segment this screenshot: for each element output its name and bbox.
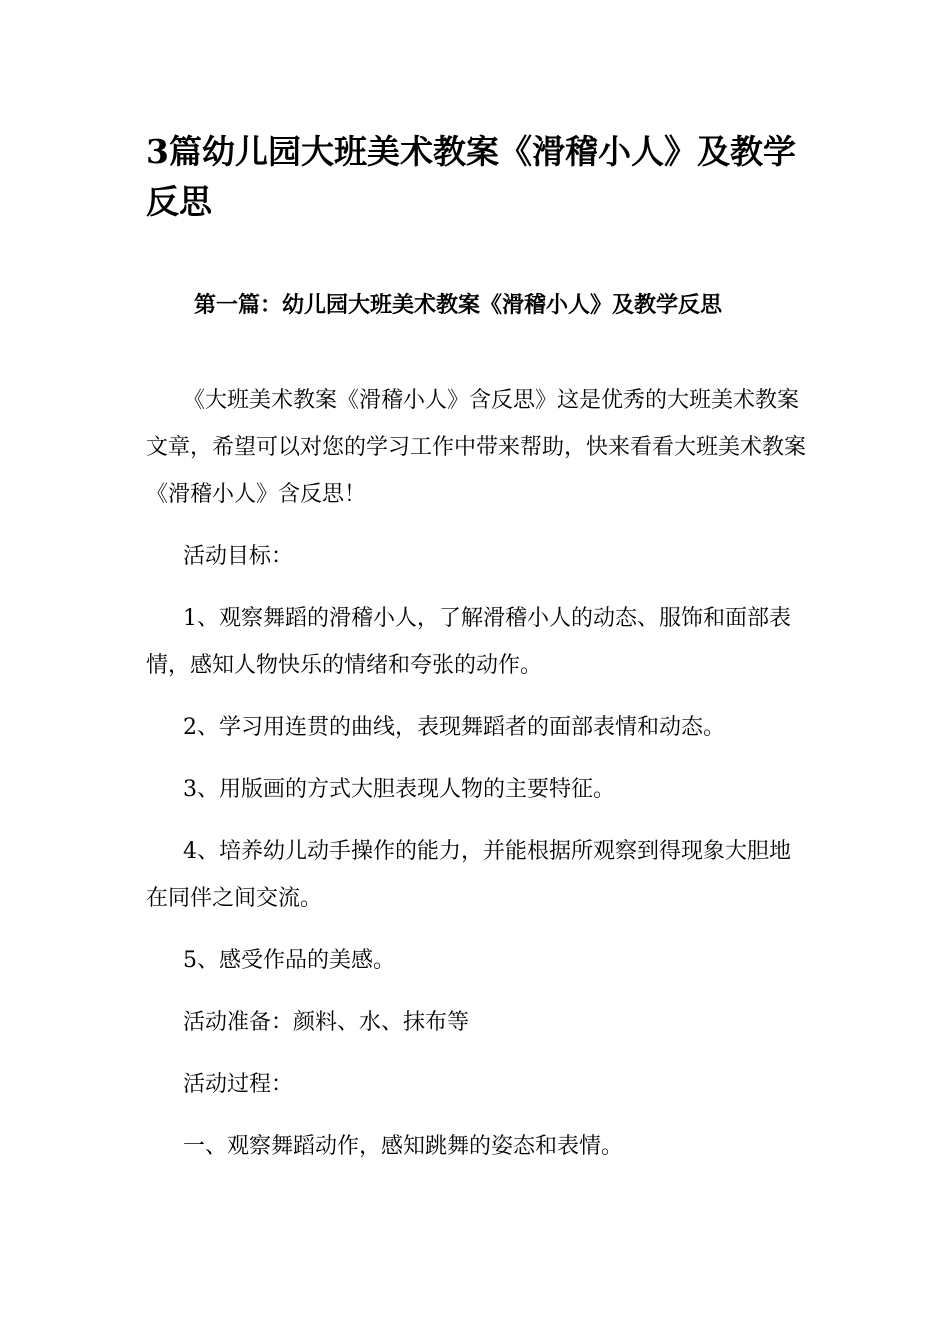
objectives-heading: 活动目标： [183,544,294,569]
document-body [146,377,811,1185]
document-title: 3篇幼儿园大班美术教案《滑稽小人》及教学反思 [146,132,796,221]
process-step: 一、观察舞蹈动作，感知跳舞的姿态和表情。 [183,1134,624,1159]
objective-item: 3、用版画的方式大胆表现人物的主要特征。 [183,777,615,802]
objective-item: 5、感受作品的美感。 [183,948,395,973]
process-heading: 活动过程： [183,1072,294,1097]
objective-item: 1、观察舞蹈的滑稽小人，了解滑稽小人的动态、服饰和面部表情，感知人物快乐的情绪和夸张的动作。 [146,606,791,678]
intro-paragraph: 《大班美术教案《滑稽小人》含反思》这是优秀的大班美术教案文章，希望可以对您的学习工作中带来帮助，快来看看大班美术教案《滑稽小人》含反思！ [146,388,807,507]
section-heading: 第一篇：幼儿园大班美术教案《滑稽小人》及教学反思 [194,292,723,318]
objective-item: 4、培养幼儿动手操作的能力，并能根据所观察到得现象大胆地在同伴之间交流。 [146,839,791,911]
preparation-paragraph: 活动准备：颜料、水、抹布等 [183,1010,470,1035]
objective-item: 2、学习用连贯的曲线，表现舞蹈者的面部表情和动态。 [183,715,725,740]
